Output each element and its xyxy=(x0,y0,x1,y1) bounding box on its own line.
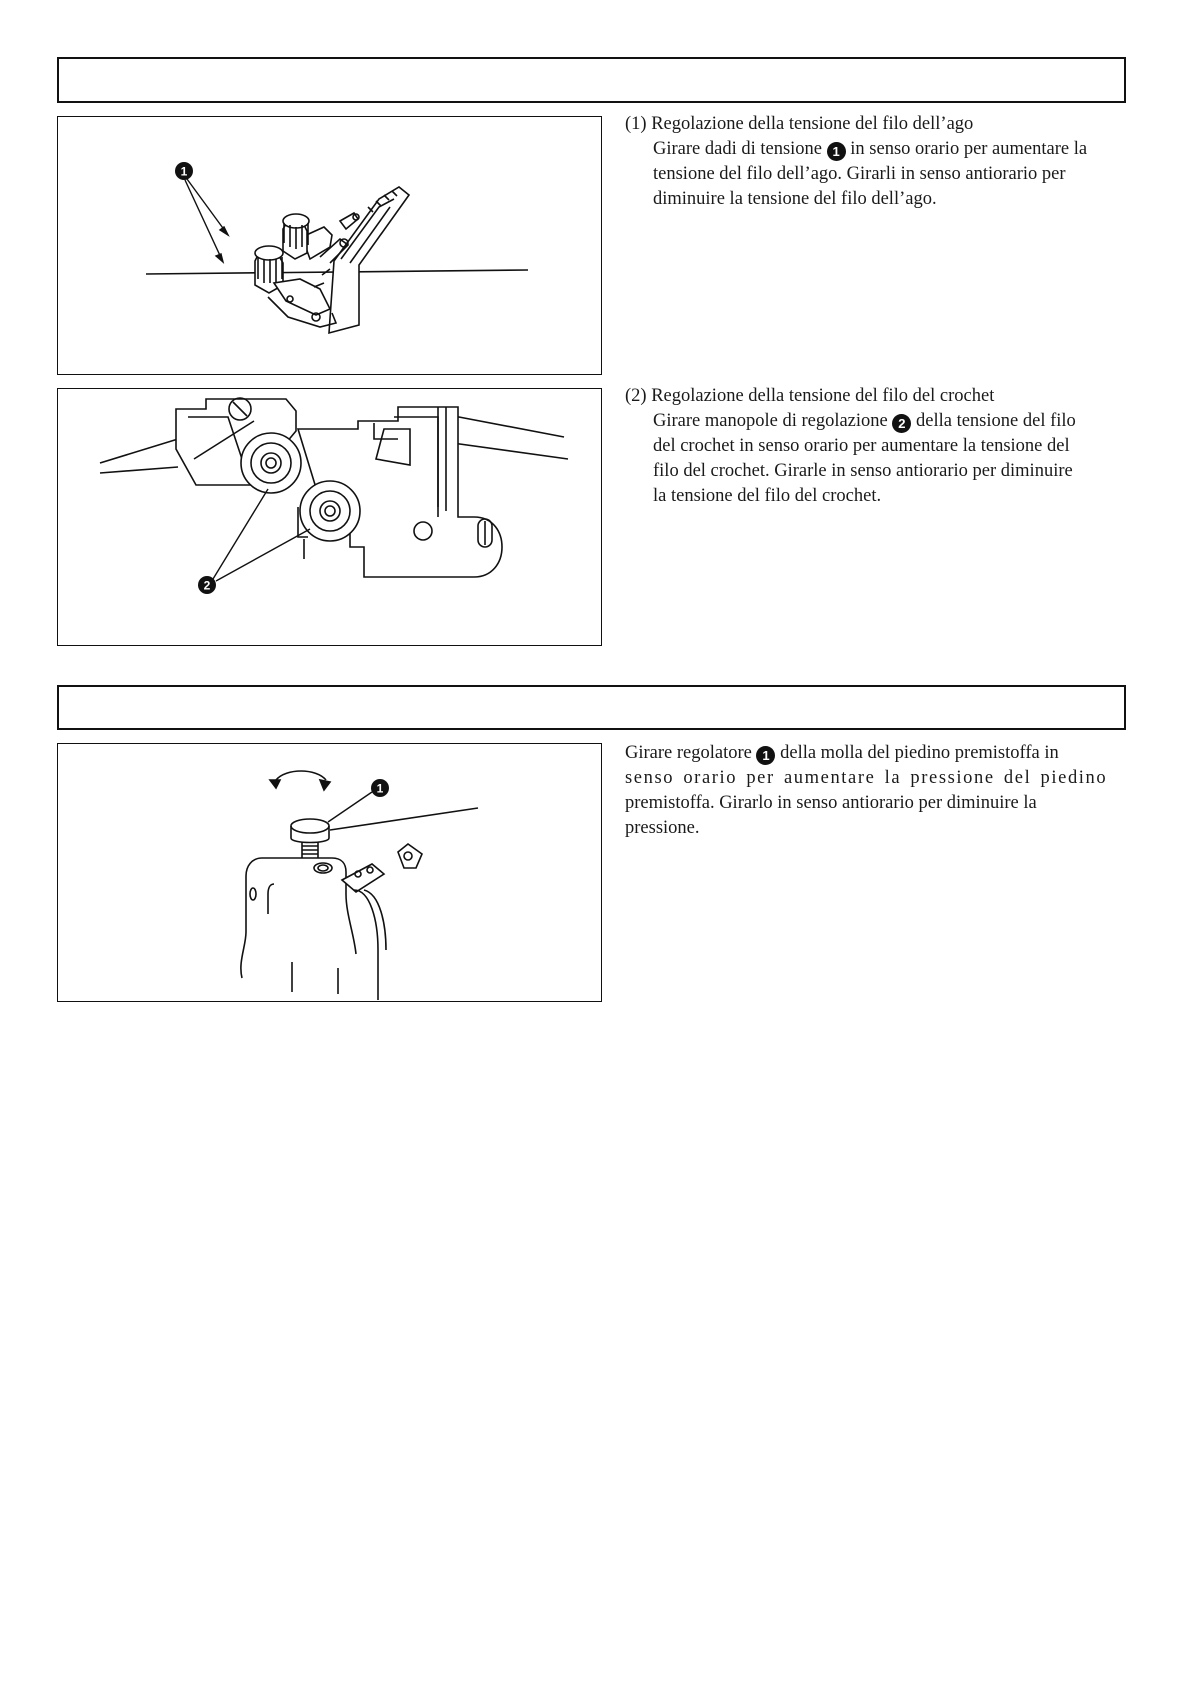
section-2-title-bar xyxy=(57,685,1126,730)
needle-thread-tension-text xyxy=(625,112,1119,212)
item-2-heading: (2) Regolazione della tensione del filo del crochet xyxy=(625,386,995,406)
presser-foot-pressure-text xyxy=(625,741,1119,841)
callout-badge-1: 1 xyxy=(827,142,846,161)
figure-looper-thread-tension xyxy=(57,388,602,646)
needle-tension-illustration xyxy=(58,117,603,376)
section-1-title-bar xyxy=(57,57,1126,103)
presser-foot-illustration xyxy=(58,744,603,1003)
callout-badge-2: 2 xyxy=(892,414,911,433)
figure-needle-thread-tension xyxy=(57,116,602,375)
callout-badge-1: 1 xyxy=(756,746,775,765)
figure-presser-foot-pressure xyxy=(57,743,602,1002)
svg-text:1: 1 xyxy=(376,781,384,796)
svg-text:2: 2 xyxy=(203,578,211,593)
looper-tension-illustration xyxy=(58,389,603,647)
svg-text:1: 1 xyxy=(180,164,188,179)
section-2-body: Girare regolatore 1 della molla del piedino premistoffa in senso orario per aumentare la pressione del piedino premistoffa. Girarlo in senso antiorario per diminuire la pressione. xyxy=(625,743,1108,838)
item-1-heading: (1) Regolazione della tensione del filo dell’ago xyxy=(625,114,974,134)
item-1-body: Girare dadi di tensione 1 in senso orario per aumentare la tensione del filo dell’ago. Girarli in senso antiorario per diminuire la tensione del filo dell’ago. xyxy=(653,139,1088,209)
item-2-body: Girare manopole di regolazione 2 della tensione del filo del crochet in senso orario per aumentare la tensione del filo del crochet. Girarle in senso antiorario per diminuire la tensione del filo del crochet. xyxy=(653,411,1076,506)
looper-thread-tension-text xyxy=(625,384,1119,509)
